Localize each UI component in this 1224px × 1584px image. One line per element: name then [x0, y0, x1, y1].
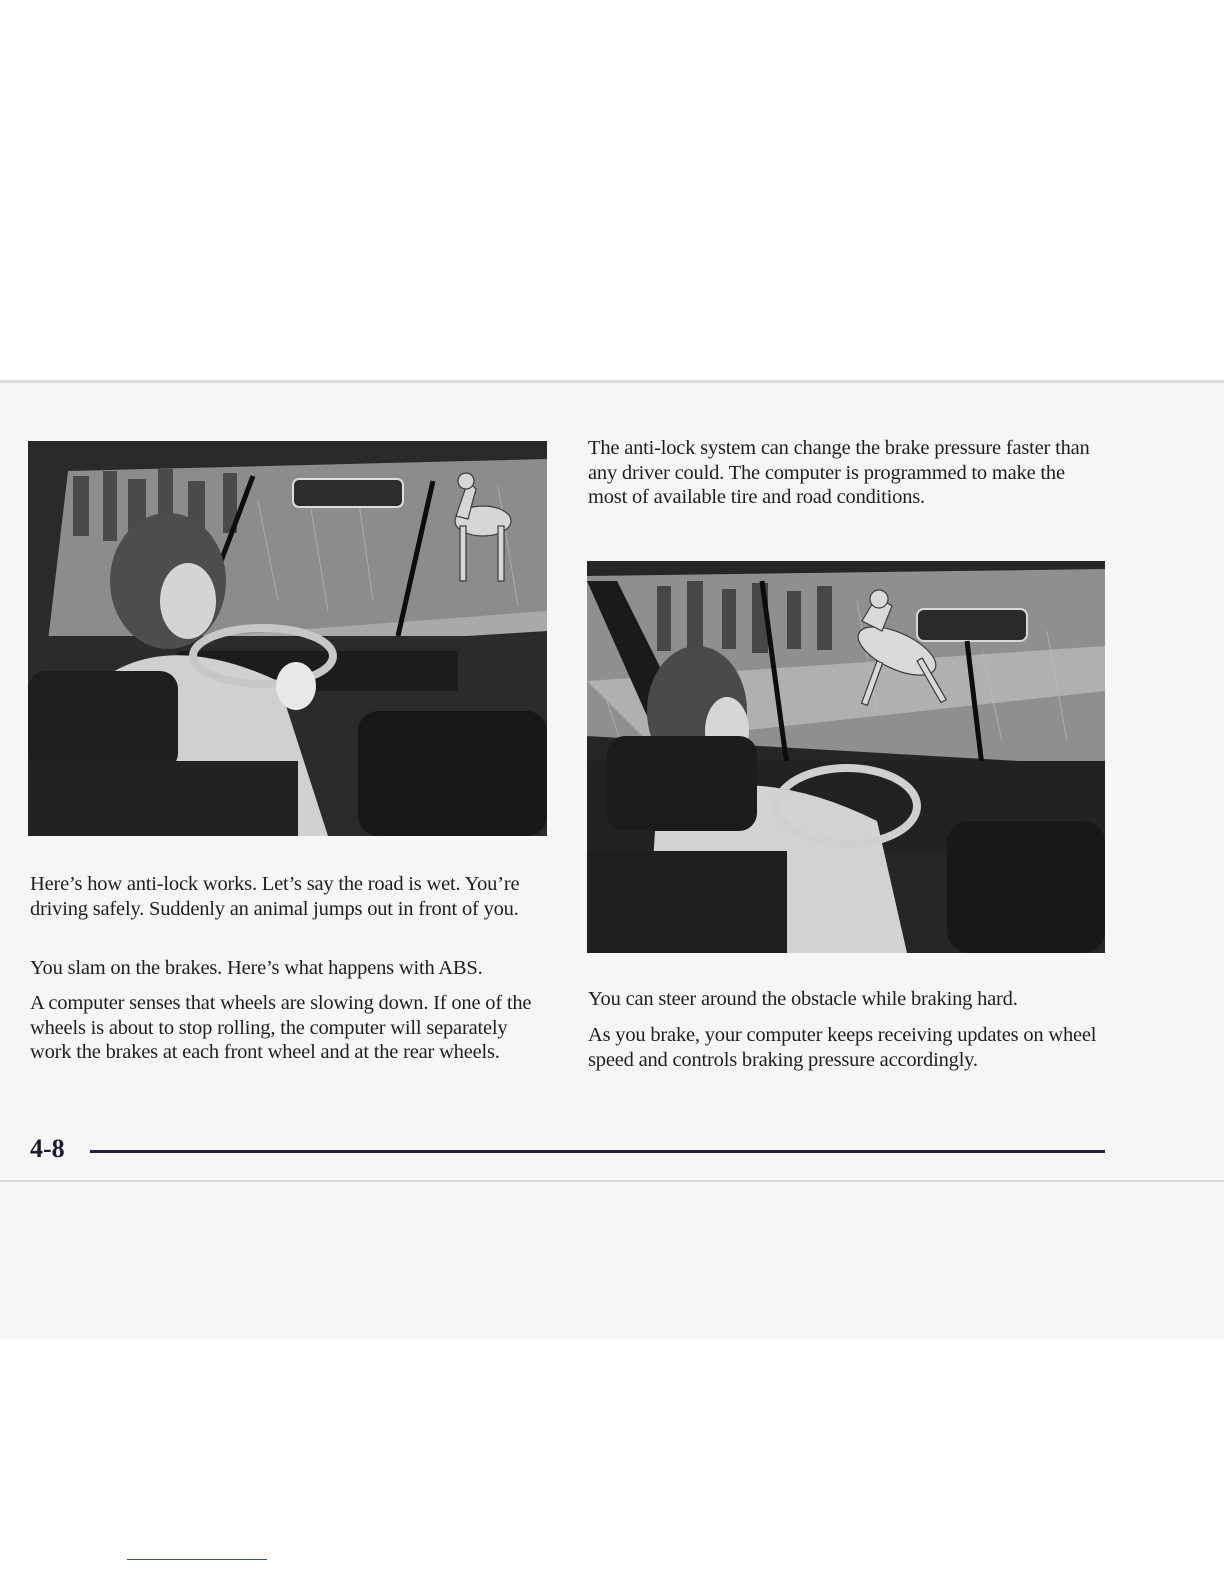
page-number: 4-8 — [30, 1134, 65, 1163]
paragraph-wheel-speed-updates: As you brake, your computer keeps receiving updates on wheel speed and controls braking pressure accordingly. — [588, 1024, 1097, 1071]
paragraph-steer-around: You can steer around the obstacle while braking hard. — [588, 988, 1018, 1010]
scan-edge-top — [0, 380, 1224, 383]
paragraph-anti-lock-example: Here’s how anti-lock works. Let’s say the road is wet. You’re driving safely. Suddenly an animal jumps out in front of you. — [30, 873, 520, 920]
footer-rule — [90, 1150, 1105, 1153]
scan-mark-rule — [127, 1559, 267, 1560]
illustration-deer-ahead — [28, 441, 547, 836]
paragraph-brake-pressure: The anti-lock system can change the brake pressure faster than any driver could. The computer is programmed to make the most of available tire and road conditions. — [588, 437, 1090, 508]
scan-edge-bottom — [0, 1180, 1224, 1182]
paragraph-slam-brakes: You slam on the brakes. Here’s what happens with ABS. — [30, 957, 483, 979]
illustration-deer-leaping — [587, 561, 1105, 953]
paragraph-computer-senses: A computer senses that wheels are slowing down. If one of the wheels is about to stop rolling, the computer will separately work the brakes at each front wheel and at the rear wheels. — [30, 992, 532, 1063]
